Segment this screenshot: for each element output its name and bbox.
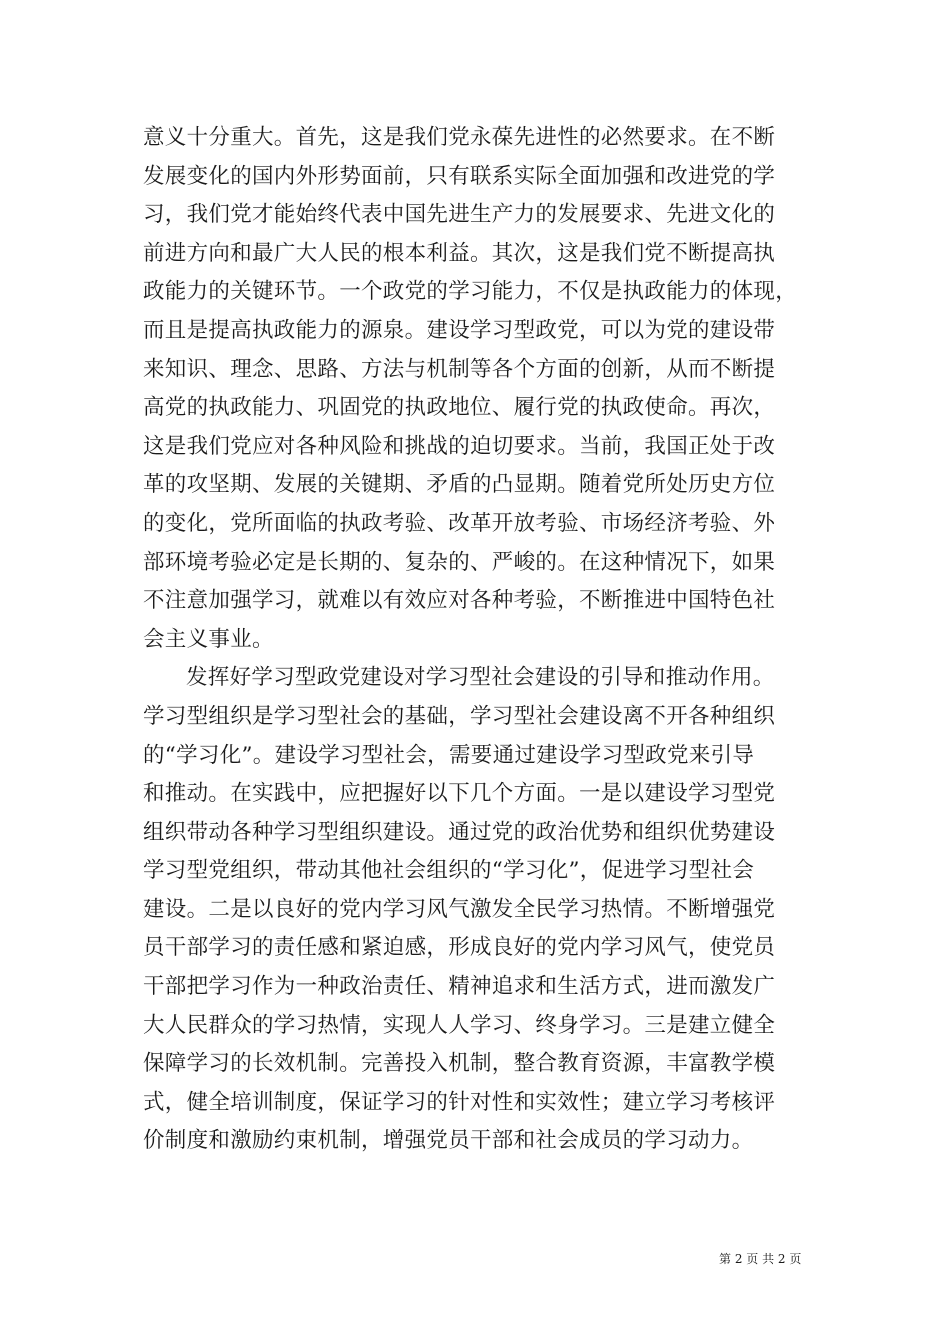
text-line: 学习型组织是学习型社会的基础，学习型社会建设离不开各种组织 — [143, 703, 776, 729]
text-line: 的变化，党所面临的执政考验、改革开放考验、市场经济考验、外 — [143, 510, 776, 536]
text-line: 建设。二是以良好的党内学习风气激发全民学习热情。不断增强党 — [143, 896, 776, 922]
page-number-footer: 第 2 页 共 2 页 — [719, 1252, 802, 1266]
text-line: 式，健全培训制度，保证学习的针对性和实效性；建立学习考核评 — [143, 1089, 776, 1115]
text-line: 这是我们党应对各种风险和挑战的迫切要求。当前，我国正处于改 — [143, 433, 776, 459]
text-line: 组织带动各种学习型组织建设。通过党的政治优势和组织优势建设 — [143, 819, 776, 845]
text-line: 来知识、理念、思路、方法与机制等各个方面的创新，从而不断提 — [143, 356, 776, 382]
text-line: 大人民群众的学习热情，实现人人学习、终身学习。三是建立健全 — [143, 1012, 776, 1038]
text-line: 价制度和激励约束机制，增强党员干部和社会成员的学习动力。 — [143, 1128, 754, 1154]
text-line: 意义十分重大。首先，这是我们党永葆先进性的必然要求。在不断 — [143, 125, 776, 150]
text-line: 革的攻坚期、发展的关键期、矛盾的凸显期。随着党所处历史方位 — [143, 472, 776, 498]
text-line: 保障学习的长效机制。完善投入机制，整合教育资源，丰富教学模 — [143, 1051, 776, 1077]
text-line: 部环境考验必定是长期的、复杂的、严峻的。在这种情况下，如果 — [143, 549, 776, 575]
text-line: 不注意加强学习，就难以有效应对各种考验，不断推进中国特色社 — [143, 588, 776, 614]
text-line: 会主义事业。 — [143, 626, 274, 652]
text-line: 政能力的关键环节。一个政党的学习能力，不仅是执政能力的体现， — [143, 279, 798, 305]
paragraph-1 — [143, 119, 819, 659]
text-line: 而且是提高执政能力的源泉。建设学习型政党，可以为党的建设带 — [143, 317, 776, 343]
paragraph-2 — [143, 659, 819, 1161]
text-line: 员干部学习的责任感和紧迫感，形成良好的党内学习风气，使党员 — [143, 935, 776, 961]
text-line: 发挥好学习型政党建设对学习型社会建设的引导和推动作用。 — [186, 665, 775, 691]
text-line: 发展变化的国内外形势面前，只有联系实际全面加强和改进党的学 — [143, 163, 776, 189]
text-line: 前进方向和最广大人民的根本利益。其次，这是我们党不断提高执 — [143, 240, 776, 266]
text-line: 的“学习化”。建设学习型社会，需要通过建设学习型政党来引导 — [143, 742, 755, 768]
text-line: 高党的执政能力、巩固党的执政地位、履行党的执政使命。再次， — [143, 395, 776, 421]
text-line: 习，我们党才能始终代表中国先进生产力的发展要求、先进文化的 — [143, 202, 776, 228]
document-body — [143, 119, 819, 1161]
text-line: 干部把学习作为一种政治责任、精神追求和生活方式，进而激发广 — [143, 974, 776, 1000]
text-line: 学习型党组织，带动其他社会组织的“学习化”，促进学习型社会 — [143, 858, 755, 884]
text-line: 和推动。在实践中，应把握好以下几个方面。一是以建设学习型党 — [143, 781, 776, 807]
